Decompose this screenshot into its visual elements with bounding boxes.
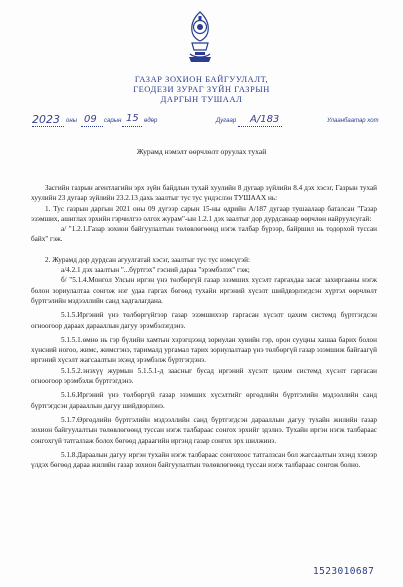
date-month: 09	[84, 114, 97, 125]
paragraph-item-1: 1. Тус газрын даргын 2021 оны 09 дүгээр сарын 15-ны өдрийн А/187 дугаар тушаалаар баталсан "Газар эзэмших, ашиглах эрхийн гэрчилгээ олгох журам"-ын 1.2.1 дэх заалтыг дор дурдсанаар өөрчлөн найруулсугай:	[31, 204, 377, 223]
date-year-suffix: оны	[66, 118, 78, 124]
paragraph-5-1-7: 5.1.7.Өргөдлийн бүртгэлийн мэдээллийн санд бүртгэгдсэн дарааллын дагуу тухайн жилийн газар зохион байгуулалтын төлөвлөгөөнд туссан нэгж талбараас сонгох эрхийг эдэлнэ. Тухайн иргэн нэгж талбараас сонгохгүй татгалзаж болох бөгөөд дараагийн иргэнд газар сонгох эрх шилжинэ.	[31, 415, 377, 445]
state-emblem-icon	[183, 10, 217, 64]
paragraph-item-2b: б/ "5.1.4.Монгол Улсын иргэн үнэ төлбөргүй газар эзэмших хүсэлт гаргахдаа засаг захиргааны нэгж болон зориулалтаа сонгож нэг удаа гаргах бөгөөд тухайн иргэний хүсэлт шийдвэрлэгдсэн хүртэл өөрчлөлт бүртгэлийн мэдээллийн санд хадгалагдана.	[31, 276, 377, 305]
paragraph-5-1-6: 5.1.6.Иргэний үнэ төлбөргүй газар эзэмших хүсэлтийг өргөдлийн бүртгэлийн мэдээллийн санд бүртгэгдсэн дарааллын дагуу шийдвэрлэнэ.	[31, 391, 377, 410]
order-type-heading: ДАРГЫН ТУШААЛ	[160, 95, 243, 104]
paragraph-5-1-8: 5.1.8.Дараалын дагуу иргэн тухайн нэгж талбараас сонгохоос татгалзсан бол жагсаалтын эхэнд хэвээр үлдэх бөгөөд дараа жилийн газар зохион байгуулалтын төлөвлөгөөнд туссан нэгж талбараас сонгож болно.	[31, 450, 377, 470]
paragraph-item-2a: а/4.2.1 дэх заалтын "...бүртгэх" гэсний дараа "эрэмбэлэх" гэж;	[61, 266, 250, 275]
paragraph-item-1a: а/ "1.2.1.Газар зохион байгуулалтын төлөвлөгөөнд нэгж талбар бүрээр, байршил нь тодорхой туссан байх" гэж.	[31, 225, 377, 244]
date-day-suffix: өдөр	[144, 118, 158, 124]
order-number-underline	[238, 126, 282, 127]
org-name-line-1: ГАЗАР ЗОХИОН БАЙГУУЛАЛТ,	[134, 75, 269, 84]
paragraph-5-1-5: 5.1.5.Иргэний үнэ төлбөргүйгээр газар эзэмшихээр гаргасан хүсэлт цахим системд бүртгэгдсэн огноогоор дараах дарааллын дагуу эрэмбэлэгдэнэ.	[31, 311, 377, 330]
date-day: 15	[126, 113, 139, 124]
date-year: 2023	[32, 113, 60, 126]
date-day-underline	[122, 126, 142, 127]
date-month-underline	[81, 126, 103, 127]
date-year-underline	[32, 126, 64, 127]
paragraph-preamble: Засгийн газрын агентлагийн эрх зүйн байдлын тухай хуулийн 8 дугаар зүйлийн 8.4 дэх хэсэг, Газрын тухай хуулийн 23 дугаар зүйлийн 23.2.13 дахь заалтыг тус тус үндэслэн ТУШААХ нь:	[31, 184, 377, 203]
paragraph-item-2: 2. Журамд дор дурдсан агуулгатай хэсэг, заалтыг тус тус нэмсүгэй:	[45, 255, 251, 264]
date-month-suffix: сарын	[104, 118, 122, 124]
document-body	[31, 183, 377, 474]
paragraph-5-1-5-1: 5.1.5.1.өмнө нь гэр бүлийн хамтын хэрэгцээнд зориулан хувийн гэр, орон сууцны хашаа барих болон хүнсний ногоо, жимс, жимсгэнэ, тарималд ургамал тарих зориулалтаар үнэ төлбөргүй газар эзэмшиж байгаагүй иргэний хүсэлт жагсаалтын эхэнд эрэмбэлж бүртгэгдэнэ.	[31, 335, 377, 365]
document-title: Журамд нэмэлт өөрчлөлт оруулах тухай	[136, 147, 267, 156]
city-name: Улаанбаатар хот	[327, 118, 379, 124]
order-number: А/183	[250, 114, 280, 125]
number-label: Дугаар	[216, 118, 237, 124]
paragraph-5-1-5-2: 5.1.5.2.энэхүү журмын 5.1.5.1-д заасныг бусад иргэний хүсэлт цахим системд хүсэлт гаргасан огноогоор эрэмбэлж бүртгэгдэнэ.	[31, 366, 377, 386]
org-name-line-2: ГЕОДЕЗИ ЗУРАГ ЗҮЙН ГАЗРЫН	[133, 85, 270, 94]
serial-number: 1523010687	[313, 566, 375, 577]
